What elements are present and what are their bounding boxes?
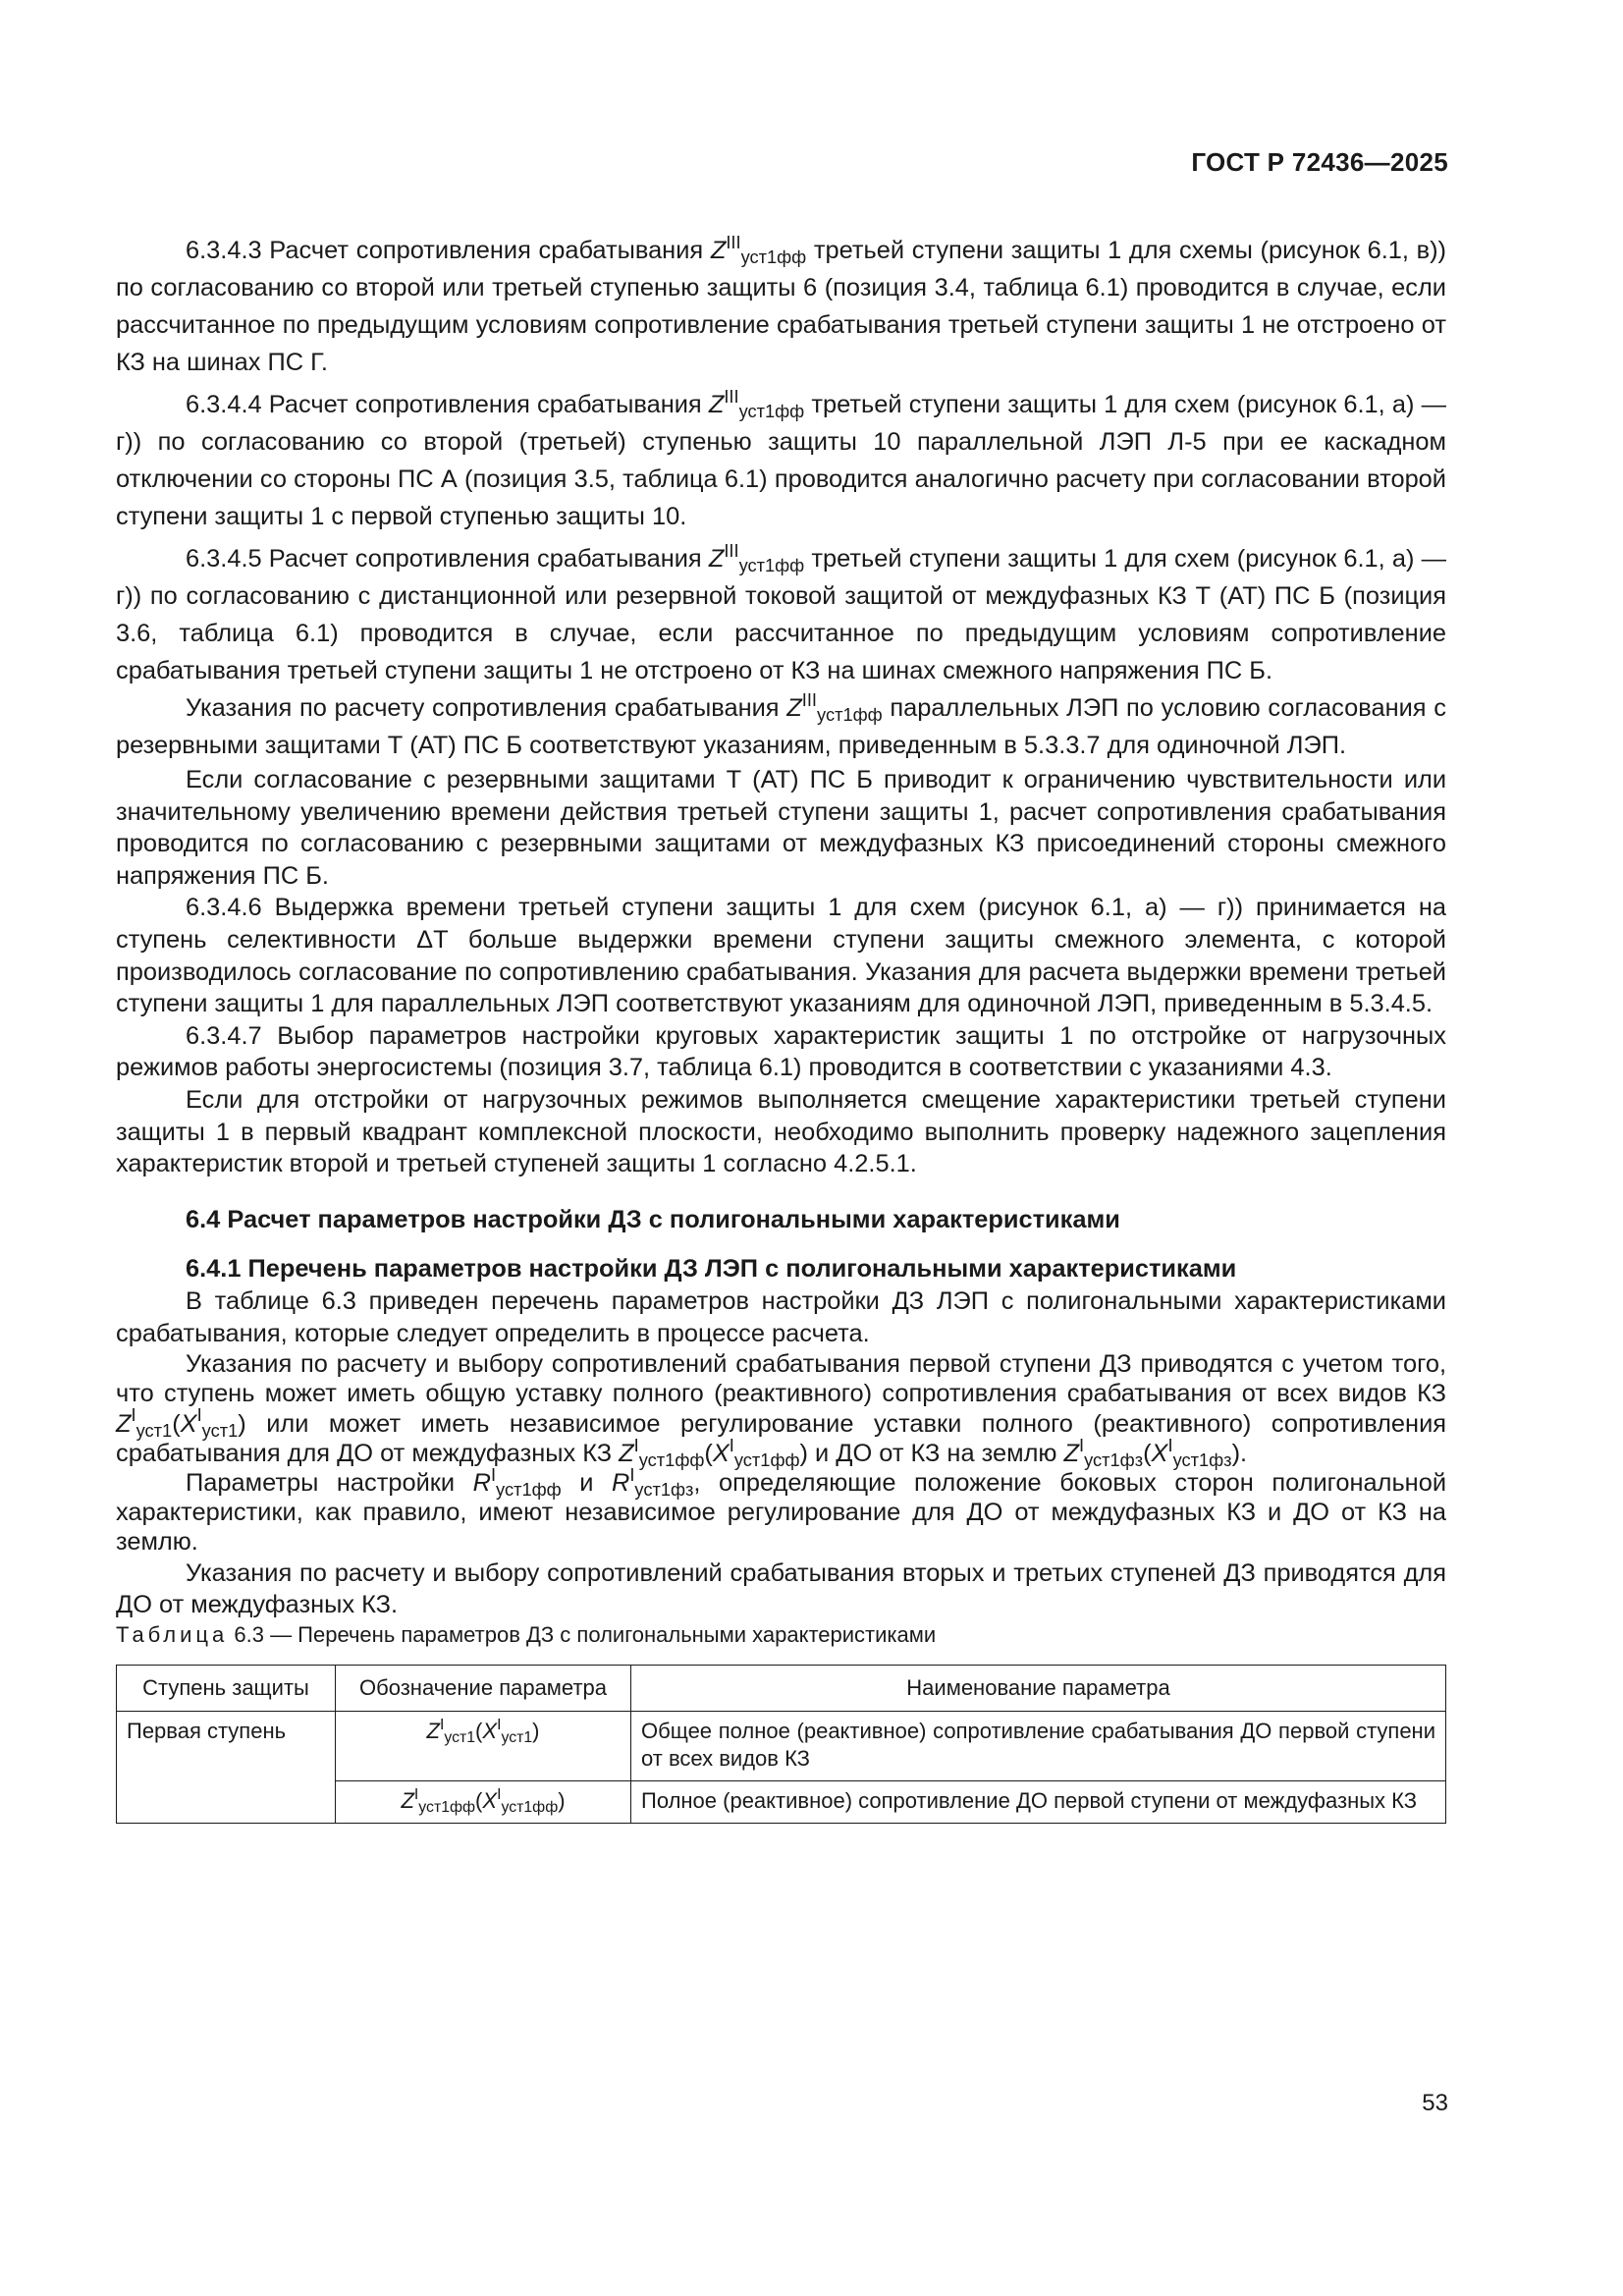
section-heading-6-4: 6.4 Расчет параметров настройки ДЗ с полигональными характеристиками [186,1205,1120,1233]
column-header-stage: Ступень защиты [117,1665,336,1711]
paragraph-second-third-stages: Указания по расчету и выбору сопротивлений срабатывания вторых и третьих ступеней ДЗ приводятся для ДО от междуфазных КЗ. [116,1558,1446,1619]
cell-name: Общее полное (реактивное) сопротивление срабатывания ДО первой ступени от всех видов КЗ [631,1711,1446,1780]
cell-designation: $Z^I_{уст1фф}(X^I_{уст1фф})$ [336,1780,631,1823]
table-caption: Таблица 6.3 — Перечень параметров ДЗ с полигональными характеристиками [116,1621,937,1647]
column-header-designation: Обозначение параметра [336,1665,631,1711]
cell-designation: $Z^I_{уст1}(X^I_{уст1})$ [336,1711,631,1780]
document-header: ГОСТ Р 72436—2025 [1191,147,1448,177]
paragraph-esli-soglasovanie: Если согласование с резервными защитами Т (АТ) ПС Б приводит к ограничению чувствительности или значительному увеличению времени действия третьей ступени защиты 1, расчет сопротивления срабатывания проводится по согласованию с резервными защитами от междуфазных КЗ присоединений стороны смежного напряжения ПС Б. [116,766,1446,890]
table-row [117,1711,1446,1780]
parameters-table [116,1665,1446,1824]
paragraph-6-3-4-4: 6.3.4.4 Расчет сопротивления срабатывания $Z^{III}_{уст1фф}$ третьей ступени защиты 1 для схем (рисунок 6.1, а) — г)) по согласованию со второй (третьей) ступенью защиты 10 параллельной ЛЭП Л-5 при ее каскадном отключении со стороны ПС А (позиция 3.5, таблица 6.1) проводится аналогично расчету при согласовании второй ступени защиты 1 с первой ступенью защиты 10. [116,385,1446,530]
page-number: 53 [1422,2090,1448,2116]
table-header-row [117,1665,1446,1711]
paragraph-table-6-3-intro: В таблице 6.3 приведен перечень параметров настройки ДЗ ЛЭП с полигональными характеристиками срабатывания, которые следует определить в процессе расчета. [116,1286,1446,1347]
page-content [116,232,1446,1824]
paragraph-6-3-4-6: 6.3.4.6 Выдержка времени третьей ступени защиты 1 для схем (рисунок 6.1, а) — г)) принимается на ступень селективности ΔT больше выдержки времени ступени защиты смежного элемента, с которой производилось согласование по сопротивлению срабатывания. Указания для расчета выдержки времени третьей ступени защиты 1 для параллельных ЛЭП соответствуют указаниям для одиночной ЛЭП, приведенным в 5.3.4.5. [116,894,1446,1018]
cell-name: Полное (реактивное) сопротивление ДО первой ступени от междуфазных КЗ [631,1780,1446,1823]
paragraph-6-3-4-3: 6.3.4.3 Расчет сопротивления срабатывания $Z^{III}_{уст1фф}$ третьей ступени защиты 1 для схемы (рисунок 6.1, в)) по согласованию со второй или третьей ступенью защиты 6 (позиция 3.4, таблица 6.1) проводится в случае, если рассчитанное по предыдущим условиям сопротивление срабатывания третьей ступени защиты 1 не отстроено от КЗ на шинах ПС Г. [116,231,1447,376]
paragraph-first-stage: Указания по расчету и выбору сопротивлений срабатывания первой ступени ДЗ приводятся с учетом того, что ступень может иметь общую уставку полного (реактивного) сопротивления срабатывания от всех видов КЗ $Z^I_{уст1}(X^I_{уст1})$ или может иметь независимое регулирование уставки полного (реактивного) сопротивления срабатывания для ДО от междуфазных КЗ $Z^I_{уст1фф}(X^I_{уст1фф})$ и ДО от КЗ на землю $Z^I_{уст1фз}(X^I_{уст1фз})$. [116,1350,1446,1471]
paragraph-parameters: Параметры настройки $R^I_{уст1фф}$ и $R^I_{уст1фз}$, определяющие положение боковых сторон полигональной характеристики, как правило, имеют независимое регулирование для ДО от междуфазных КЗ и ДО от КЗ на землю. [116,1463,1447,1557]
paragraph-esli-otstroika: Если для отстройки от нагрузочных режимов выполняется смещение характеристики третьей ступени защиты 1 в первый квадрант комплексной плоскости, необходимо выполнить проверку надежного зацепления характеристик второй и третьей ступеней защиты 1 согласно 4.2.5.1. [116,1085,1446,1178]
paragraph-6-3-4-7: 6.3.4.7 Выбор параметров настройки круговых характеристик защиты 1 по отстройке от нагрузочных режимов работы энергосистемы (позиция 3.7, таблица 6.1) проводится в соответствии с указаниями 4.3. [116,1021,1446,1082]
paragraph-ukazaniya: Указания по расчету сопротивления срабатывания $Z^{III}_{уст1фф}$ параллельных ЛЭП по условию согласования с резервными защитами Т (АТ) ПС Б соответствуют указаниям, приведенным в 5.3.3.7 для одиночной ЛЭП. [116,688,1446,759]
paragraph-6-3-4-5: 6.3.4.5 Расчет сопротивления срабатывания $Z^{III}_{уст1фф}$ третьей ступени защиты 1 для схем (рисунок 6.1, а) — г)) по согласованию с дистанционной или резервной токовой защитой от междуфазных КЗ Т (АТ) ПС Б (позиция 3.6, таблица 6.1) проводится в случае, если рассчитанное по предыдущим условиям сопротивление срабатывания третьей ступени защиты 1 не отстроено от КЗ на шинах смежного напряжения ПС Б. [116,539,1446,684]
cell-stage: Первая ступень [117,1711,336,1823]
section-heading-6-4-1: 6.4.1 Перечень параметров настройки ДЗ ЛЭП с полигональными характеристиками [186,1255,1237,1284]
column-header-name: Наименование параметра [631,1665,1446,1711]
